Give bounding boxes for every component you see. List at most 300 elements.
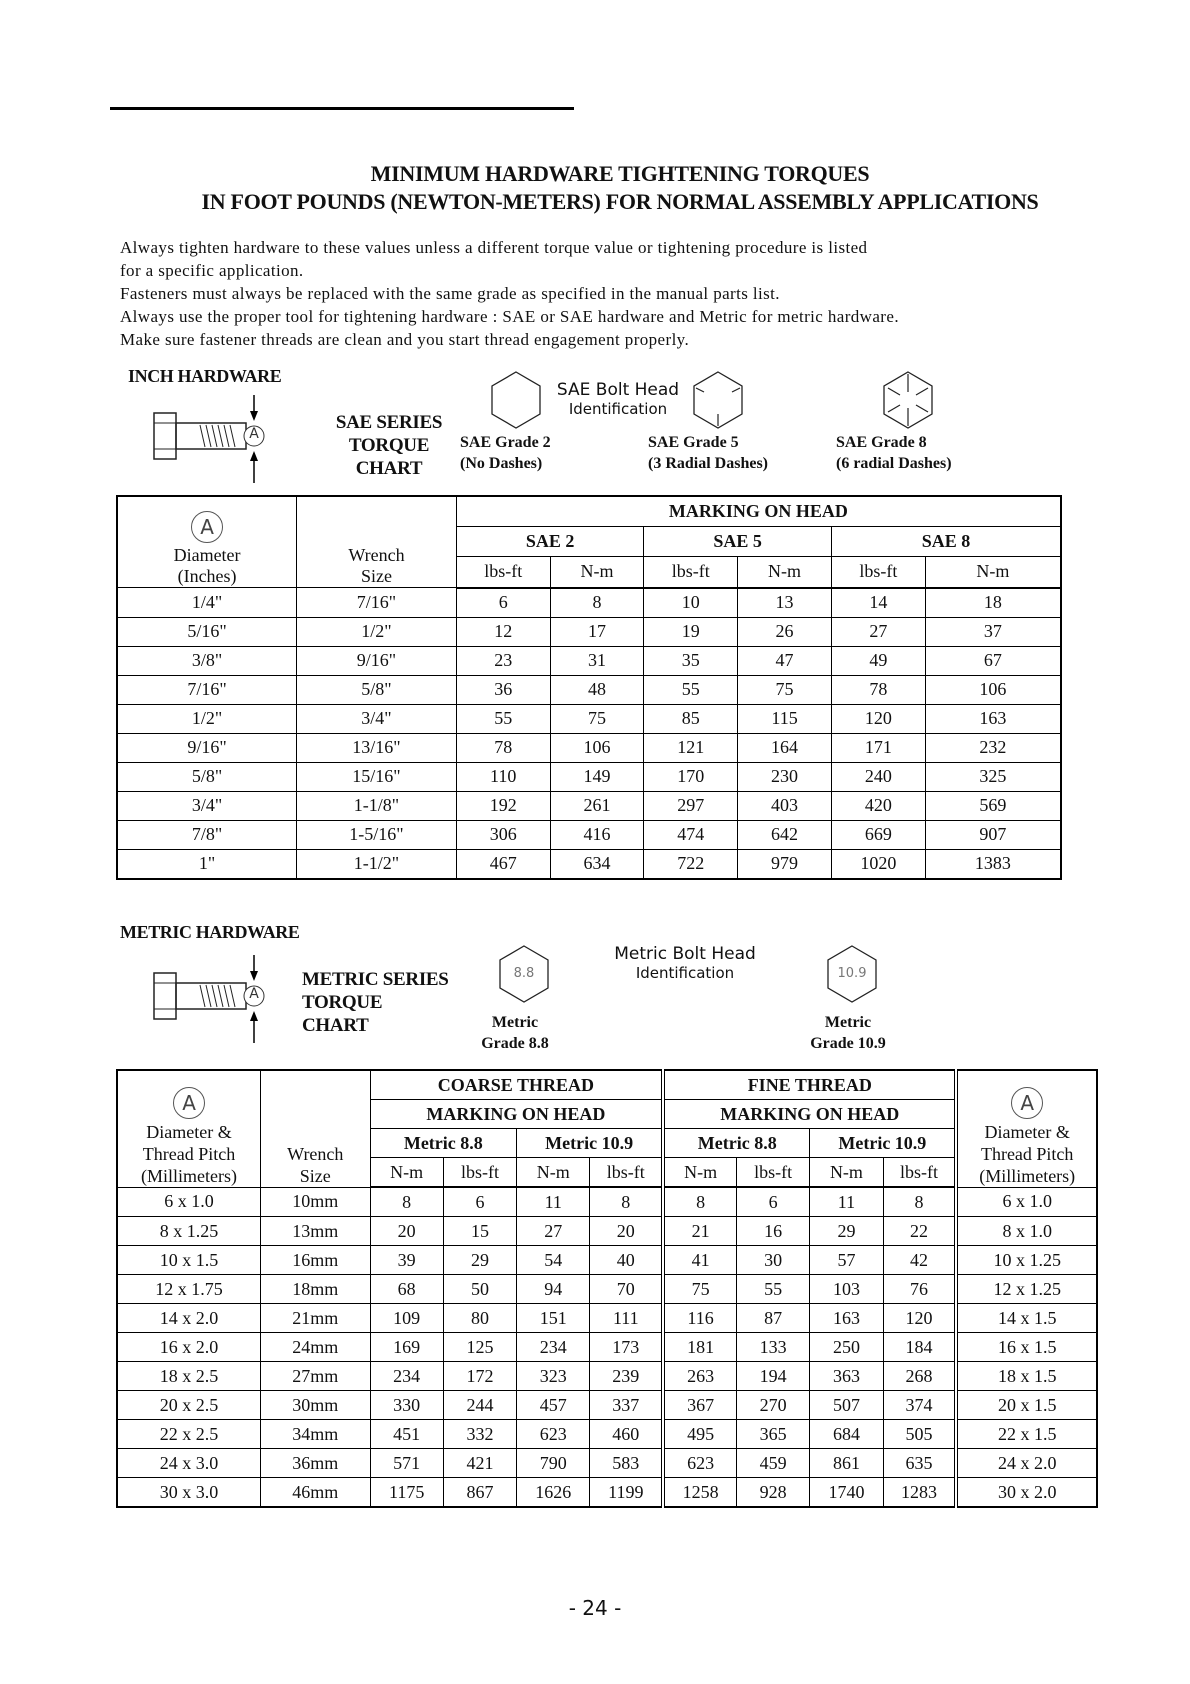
- table-cell: 1740: [810, 1478, 883, 1508]
- table-cell: 9/16": [297, 646, 457, 675]
- table-row: [117, 1420, 1097, 1449]
- table-row: [117, 1246, 1097, 1275]
- table-cell: 14 x 2.0: [117, 1304, 261, 1333]
- table-cell: 181: [663, 1333, 736, 1362]
- grade-desc: (3 Radial Dashes): [648, 455, 769, 472]
- table-cell: 106: [550, 733, 644, 762]
- metric-torque-table: [116, 1069, 1098, 1508]
- table-cell: 30 x 3.0: [117, 1478, 261, 1508]
- table-cell: 18 x 2.5: [117, 1362, 261, 1391]
- table-cell: 9/16": [117, 733, 297, 762]
- table-cell: 569: [925, 791, 1061, 820]
- intro-line: Always use the proper tool for tightening hardware : SAE or SAE hardware and Metric for metric hardware.: [120, 307, 899, 326]
- header-text: Wrench: [348, 545, 405, 565]
- sae-grade-8-head-icon: [880, 370, 936, 430]
- table-cell: 623: [663, 1449, 736, 1478]
- unit-header: N-m: [663, 1158, 736, 1188]
- table-cell: 15/16": [297, 762, 457, 791]
- table-cell: 635: [883, 1449, 956, 1478]
- table-row: [117, 588, 1061, 618]
- table-cell: 8: [663, 1187, 736, 1217]
- table-cell: 149: [550, 762, 644, 791]
- table-cell: 642: [738, 820, 832, 849]
- table-cell: 13mm: [261, 1217, 370, 1246]
- table-cell: 184: [883, 1333, 956, 1362]
- table-cell: 111: [590, 1304, 663, 1333]
- sae-grade-5-head-icon: [690, 370, 746, 430]
- table-cell: 47: [738, 646, 832, 675]
- table-cell: 11: [810, 1187, 883, 1217]
- sae-grade-2-label: [460, 432, 551, 474]
- table-cell: 5/8": [297, 675, 457, 704]
- unit-header: lbs-ft: [644, 557, 738, 588]
- sae-table-body: [117, 588, 1061, 879]
- sae-grade-5-label: [648, 432, 768, 474]
- table-cell: 7/16": [297, 588, 457, 618]
- table-cell: 87: [737, 1304, 810, 1333]
- table-cell: 459: [737, 1449, 810, 1478]
- metric-bolt-head-caption: [610, 944, 760, 982]
- chart-name-line: TORQUE: [302, 992, 383, 1013]
- grade-desc: Grade 8.8: [481, 1035, 549, 1052]
- chart-name-line: SAE SERIES: [335, 412, 443, 433]
- sae-2-header: SAE 2: [456, 527, 644, 557]
- grade-desc: (No Dashes): [460, 455, 543, 472]
- dimension-a-icon: A: [173, 1087, 205, 1119]
- table-cell: 67: [925, 646, 1061, 675]
- table-cell: 14: [831, 588, 925, 618]
- table-cell: 16mm: [261, 1246, 370, 1275]
- table-cell: 240: [831, 762, 925, 791]
- table-cell: 173: [590, 1333, 663, 1362]
- table-cell: 109: [370, 1304, 443, 1333]
- unit-header: N-m: [810, 1158, 883, 1188]
- table-cell: 16: [737, 1217, 810, 1246]
- table-cell: 623: [517, 1420, 590, 1449]
- table-cell: 20 x 1.5: [956, 1391, 1097, 1420]
- table-cell: 3/4": [297, 704, 457, 733]
- table-cell: 234: [370, 1362, 443, 1391]
- table-cell: 106: [925, 675, 1061, 704]
- table-cell: 18mm: [261, 1275, 370, 1304]
- table-cell: 790: [517, 1449, 590, 1478]
- table-row: [117, 1362, 1097, 1391]
- table-cell: 85: [644, 704, 738, 733]
- grade-name: Metric: [491, 1014, 539, 1031]
- table-cell: 110: [456, 762, 550, 791]
- table-cell: 332: [443, 1420, 516, 1449]
- table-cell: 239: [590, 1362, 663, 1391]
- metric-section-title: METRIC HARDWARE: [120, 922, 300, 942]
- table-row: [117, 762, 1061, 791]
- table-cell: 571: [370, 1449, 443, 1478]
- table-cell: 363: [810, 1362, 883, 1391]
- table-cell: 1-1/2": [297, 849, 457, 879]
- bolt-head-subtitle: Identification: [568, 400, 668, 418]
- metric-diameter-header: [117, 1070, 261, 1187]
- table-cell: 374: [883, 1391, 956, 1420]
- table-cell: 1626: [517, 1478, 590, 1508]
- table-cell: 1283: [883, 1478, 956, 1508]
- table-cell: 250: [810, 1333, 883, 1362]
- unit-header: N-m: [738, 557, 832, 588]
- table-cell: 421: [443, 1449, 516, 1478]
- table-cell: 20: [590, 1217, 663, 1246]
- table-cell: 163: [810, 1304, 883, 1333]
- table-cell: 460: [590, 1420, 663, 1449]
- table-cell: 230: [738, 762, 832, 791]
- dimension-a-icon: A: [1011, 1087, 1043, 1119]
- table-cell: 75: [738, 675, 832, 704]
- header-text: (Millimeters): [979, 1165, 1076, 1186]
- table-cell: 76: [883, 1275, 956, 1304]
- table-cell: 133: [737, 1333, 810, 1362]
- coarse-10-9-header: Metric 10.9: [517, 1129, 664, 1158]
- sae-marking-header: MARKING ON HEAD: [456, 496, 1061, 527]
- table-cell: 10mm: [261, 1187, 370, 1217]
- table-row: [117, 1304, 1097, 1333]
- table-cell: 3/4": [117, 791, 297, 820]
- table-cell: 1-1/8": [297, 791, 457, 820]
- header-text: Diameter &: [146, 1121, 232, 1142]
- sae-chart-name: [324, 411, 454, 480]
- table-cell: 164: [738, 733, 832, 762]
- table-cell: 42: [883, 1246, 956, 1275]
- table-cell: 1": [117, 849, 297, 879]
- table-cell: 8 x 1.0: [956, 1217, 1097, 1246]
- table-cell: 669: [831, 820, 925, 849]
- table-cell: 39: [370, 1246, 443, 1275]
- table-cell: 103: [810, 1275, 883, 1304]
- inch-bolt-symbol: A: [249, 426, 259, 442]
- table-cell: 121: [644, 733, 738, 762]
- table-cell: 306: [456, 820, 550, 849]
- table-cell: 19: [644, 617, 738, 646]
- table-cell: 15: [443, 1217, 516, 1246]
- table-cell: 23: [456, 646, 550, 675]
- table-cell: 1-5/16": [297, 820, 457, 849]
- metric-table-body: [117, 1187, 1097, 1507]
- table-cell: 722: [644, 849, 738, 879]
- table-cell: 325: [925, 762, 1061, 791]
- inch-section-title: INCH HARDWARE: [128, 366, 282, 386]
- table-row: [117, 675, 1061, 704]
- table-cell: 7/16": [117, 675, 297, 704]
- table-cell: 337: [590, 1391, 663, 1420]
- grade-desc: Grade 10.9: [810, 1035, 886, 1052]
- table-cell: 27: [517, 1217, 590, 1246]
- table-cell: 12 x 1.25: [956, 1275, 1097, 1304]
- table-cell: 12 x 1.75: [117, 1275, 261, 1304]
- metric-10-9-label: [798, 1012, 898, 1054]
- table-cell: 10: [644, 588, 738, 618]
- table-cell: 78: [456, 733, 550, 762]
- fine-10-9-header: Metric 10.9: [810, 1129, 957, 1158]
- table-cell: 416: [550, 820, 644, 849]
- table-cell: 172: [443, 1362, 516, 1391]
- table-cell: 22 x 2.5: [117, 1420, 261, 1449]
- unit-header: N-m: [550, 557, 644, 588]
- table-cell: 20: [370, 1217, 443, 1246]
- table-cell: 41: [663, 1246, 736, 1275]
- sae-grade-2-head-icon: [488, 370, 544, 430]
- table-cell: 27mm: [261, 1362, 370, 1391]
- table-cell: 367: [663, 1391, 736, 1420]
- table-cell: 8: [370, 1187, 443, 1217]
- table-cell: 27: [831, 617, 925, 646]
- table-cell: 8 x 1.25: [117, 1217, 261, 1246]
- table-row: [117, 849, 1061, 879]
- table-cell: 17: [550, 617, 644, 646]
- table-cell: 457: [517, 1391, 590, 1420]
- table-cell: 37: [925, 617, 1061, 646]
- table-row: [117, 733, 1061, 762]
- table-cell: 24 x 2.0: [956, 1449, 1097, 1478]
- header-text: (Inches): [177, 566, 237, 586]
- metric-diameter-header-right: [956, 1070, 1097, 1187]
- table-row: [117, 704, 1061, 733]
- header-text: Wrench: [287, 1143, 344, 1164]
- table-row: [117, 1391, 1097, 1420]
- table-cell: 75: [550, 704, 644, 733]
- table-cell: 467: [456, 849, 550, 879]
- table-cell: 10 x 1.5: [117, 1246, 261, 1275]
- sae-8-header: SAE 8: [831, 527, 1061, 557]
- table-cell: 171: [831, 733, 925, 762]
- table-cell: 16 x 1.5: [956, 1333, 1097, 1362]
- grade-desc: (6 radial Dashes): [836, 455, 952, 472]
- table-cell: 170: [644, 762, 738, 791]
- sae-5-header: SAE 5: [644, 527, 832, 557]
- table-row: [117, 1187, 1097, 1217]
- header-text: Thread Pitch: [980, 1143, 1074, 1164]
- table-cell: 55: [737, 1275, 810, 1304]
- table-cell: 194: [737, 1362, 810, 1391]
- table-cell: 1199: [590, 1478, 663, 1508]
- unit-header: N-m: [925, 557, 1061, 588]
- metric-wrench-header: [261, 1070, 370, 1187]
- metric-8-8-head-text: 8.8: [513, 966, 535, 981]
- table-cell: 3/8": [117, 646, 297, 675]
- metric-8-8-label: [470, 1012, 560, 1054]
- bolt-head-title: Metric Bolt Head: [614, 944, 756, 964]
- grade-name: SAE Grade 2: [460, 434, 551, 451]
- table-cell: 6: [443, 1187, 516, 1217]
- table-cell: 1/2": [117, 704, 297, 733]
- table-cell: 6 x 1.0: [117, 1187, 261, 1217]
- table-cell: 151: [517, 1304, 590, 1333]
- intro-line: for a specific application.: [120, 261, 304, 280]
- table-row: [117, 617, 1061, 646]
- table-row: [117, 646, 1061, 675]
- table-row: [117, 1449, 1097, 1478]
- unit-header: lbs-ft: [443, 1158, 516, 1188]
- table-row: [117, 1333, 1097, 1362]
- table-cell: 867: [443, 1478, 516, 1508]
- table-cell: 928: [737, 1478, 810, 1508]
- table-cell: 55: [456, 704, 550, 733]
- table-cell: 125: [443, 1333, 516, 1362]
- header-text: Diameter &: [984, 1121, 1070, 1142]
- table-cell: 7/8": [117, 820, 297, 849]
- chart-name-line: METRIC SERIES: [302, 969, 449, 990]
- table-cell: 261: [550, 791, 644, 820]
- table-cell: 1383: [925, 849, 1061, 879]
- table-cell: 268: [883, 1362, 956, 1391]
- metric-chart-name: [302, 968, 449, 1037]
- table-row: [117, 791, 1061, 820]
- table-cell: 68: [370, 1275, 443, 1304]
- table-cell: 232: [925, 733, 1061, 762]
- table-cell: 57: [810, 1246, 883, 1275]
- page-title: [120, 160, 1120, 216]
- coarse-marking-header: MARKING ON HEAD: [370, 1100, 663, 1129]
- table-cell: 36mm: [261, 1449, 370, 1478]
- bolt-head-title: SAE Bolt Head: [556, 380, 680, 400]
- chart-name-line: TORQUE: [348, 435, 430, 456]
- table-cell: 234: [517, 1333, 590, 1362]
- fine-8-8-header: Metric 8.8: [663, 1129, 810, 1158]
- sae-grade-8-label: [836, 432, 952, 474]
- table-cell: 330: [370, 1391, 443, 1420]
- grade-name: Metric: [824, 1014, 872, 1031]
- table-cell: 13: [738, 588, 832, 618]
- chart-name-line: CHART: [302, 1015, 369, 1036]
- table-cell: 22: [883, 1217, 956, 1246]
- grade-name: SAE Grade 8: [836, 434, 927, 451]
- table-cell: 12: [456, 617, 550, 646]
- table-cell: 5/8": [117, 762, 297, 791]
- grade-name: SAE Grade 5: [648, 434, 739, 451]
- table-cell: 11: [517, 1187, 590, 1217]
- table-row: [117, 1275, 1097, 1304]
- table-cell: 24 x 3.0: [117, 1449, 261, 1478]
- table-cell: 270: [737, 1391, 810, 1420]
- table-cell: 1175: [370, 1478, 443, 1508]
- table-cell: 10 x 1.25: [956, 1246, 1097, 1275]
- table-cell: 13/16": [297, 733, 457, 762]
- table-cell: 507: [810, 1391, 883, 1420]
- table-cell: 861: [810, 1449, 883, 1478]
- title-line-2: IN FOOT POUNDS (NEWTON-METERS) FOR NORMAL ASSEMBLY APPLICATIONS: [201, 189, 1039, 214]
- table-cell: 24mm: [261, 1333, 370, 1362]
- header-text: Diameter: [173, 545, 241, 565]
- chart-name-line: CHART: [355, 458, 423, 479]
- sae-diameter-header: [117, 496, 297, 588]
- table-cell: 684: [810, 1420, 883, 1449]
- table-cell: 505: [883, 1420, 956, 1449]
- table-row: [117, 1217, 1097, 1246]
- intro-line: Always tighten hardware to these values unless a different torque value or tightening procedure is listed: [120, 238, 868, 257]
- coarse-8-8-header: Metric 8.8: [370, 1129, 517, 1158]
- table-cell: 8: [590, 1187, 663, 1217]
- table-cell: 75: [663, 1275, 736, 1304]
- table-cell: 80: [443, 1304, 516, 1333]
- table-cell: 495: [663, 1420, 736, 1449]
- table-cell: 365: [737, 1420, 810, 1449]
- table-cell: 55: [644, 675, 738, 704]
- unit-header: lbs-ft: [737, 1158, 810, 1188]
- table-cell: 6 x 1.0: [956, 1187, 1097, 1217]
- table-cell: 420: [831, 791, 925, 820]
- table-cell: 30: [737, 1246, 810, 1275]
- table-cell: 14 x 1.5: [956, 1304, 1097, 1333]
- table-cell: 192: [456, 791, 550, 820]
- table-cell: 36: [456, 675, 550, 704]
- sae-wrench-header: [297, 496, 457, 588]
- table-cell: 18: [925, 588, 1061, 618]
- table-cell: 120: [831, 704, 925, 733]
- table-cell: 26: [738, 617, 832, 646]
- sae-torque-table: [116, 495, 1062, 880]
- table-cell: 22 x 1.5: [956, 1420, 1097, 1449]
- unit-header: N-m: [517, 1158, 590, 1188]
- page-number: - 24 -: [568, 1596, 622, 1620]
- table-cell: 263: [663, 1362, 736, 1391]
- table-cell: 29: [810, 1217, 883, 1246]
- table-cell: 30 x 2.0: [956, 1478, 1097, 1508]
- intro-text: [120, 236, 1080, 351]
- table-cell: 48: [550, 675, 644, 704]
- table-cell: 31: [550, 646, 644, 675]
- table-row: [117, 820, 1061, 849]
- table-cell: 18 x 1.5: [956, 1362, 1097, 1391]
- table-cell: 244: [443, 1391, 516, 1420]
- table-cell: 30mm: [261, 1391, 370, 1420]
- table-cell: 907: [925, 820, 1061, 849]
- table-cell: 40: [590, 1246, 663, 1275]
- table-cell: 35: [644, 646, 738, 675]
- unit-header: lbs-ft: [831, 557, 925, 588]
- unit-header: N-m: [370, 1158, 443, 1188]
- table-cell: 583: [590, 1449, 663, 1478]
- top-rule: [110, 107, 574, 110]
- table-cell: 46mm: [261, 1478, 370, 1508]
- table-cell: 451: [370, 1420, 443, 1449]
- title-line-1: MINIMUM HARDWARE TIGHTENING TORQUES: [370, 161, 870, 186]
- table-cell: 16 x 2.0: [117, 1333, 261, 1362]
- table-cell: 163: [925, 704, 1061, 733]
- table-cell: 20 x 2.5: [117, 1391, 261, 1420]
- table-cell: 979: [738, 849, 832, 879]
- table-cell: 78: [831, 675, 925, 704]
- table-cell: 21: [663, 1217, 736, 1246]
- table-cell: 5/16": [117, 617, 297, 646]
- table-cell: 50: [443, 1275, 516, 1304]
- table-cell: 6: [737, 1187, 810, 1217]
- table-cell: 634: [550, 849, 644, 879]
- header-text: Size: [360, 566, 392, 586]
- table-cell: 1/4": [117, 588, 297, 618]
- metric-bolt-symbol: A: [249, 986, 259, 1002]
- table-row: [117, 1478, 1097, 1508]
- header-text: Size: [299, 1165, 331, 1186]
- unit-header: lbs-ft: [883, 1158, 956, 1188]
- unit-header: lbs-ft: [456, 557, 550, 588]
- intro-line: Make sure fastener threads are clean and you start thread engagement properly.: [120, 330, 690, 349]
- table-cell: 54: [517, 1246, 590, 1275]
- table-cell: 297: [644, 791, 738, 820]
- table-cell: 1258: [663, 1478, 736, 1508]
- table-cell: 29: [443, 1246, 516, 1275]
- table-cell: 8: [883, 1187, 956, 1217]
- table-cell: 49: [831, 646, 925, 675]
- dimension-a-icon: A: [191, 511, 223, 543]
- table-cell: 21mm: [261, 1304, 370, 1333]
- coarse-thread-header: COARSE THREAD: [370, 1070, 663, 1100]
- table-cell: 34mm: [261, 1420, 370, 1449]
- fine-marking-header: MARKING ON HEAD: [663, 1100, 956, 1129]
